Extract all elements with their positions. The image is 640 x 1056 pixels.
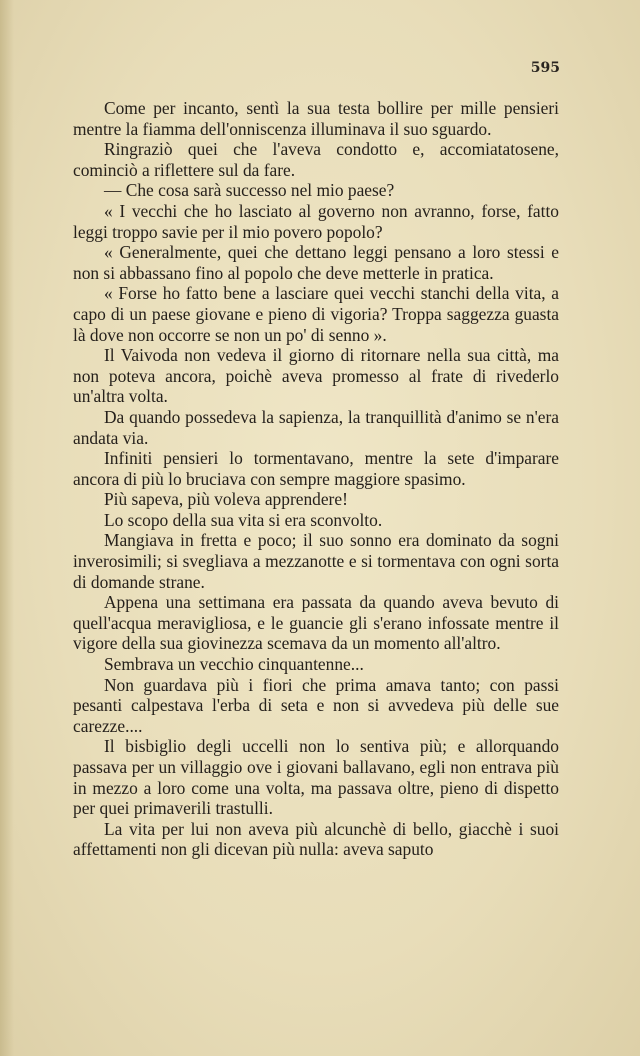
paragraph: Mangiava in fretta e poco; il suo sonno era dominato da sogni inverosimili; si svegliava a mezzanotte e si tormentava con ogni sorta di domande strane. bbox=[73, 530, 559, 592]
paragraph: Infiniti pensieri lo tormentavano, mentre la sete d'imparare ancora di più lo bruciava con sempre maggiore spasimo. bbox=[73, 448, 559, 489]
paragraph: Lo scopo della sua vita si era sconvolto. bbox=[104, 509, 383, 530]
paragraph: Ringraziò quei che l'aveva condotto e, accomiatatosene, cominciò a riflettere sul da fare. bbox=[73, 139, 559, 180]
paragraph: Non guardava più i fiori che prima amava tanto; con passi pesanti calpestava l'erba di seta e non si avvedeva più delle sue carezze.... bbox=[73, 674, 559, 736]
paragraph: Come per incanto, sentì la sua testa bollire per mille pensieri mentre la fiamma dell'onniscenza illuminava il suo sguardo. bbox=[73, 98, 559, 139]
paragraph: Il Vaivoda non vedeva il giorno di ritornare nella sua città, ma non poteva ancora, poichè aveva promesso al frate di rivederlo un'altra volta. bbox=[73, 345, 559, 407]
paragraph: Sembrava un vecchio cinquantenne... bbox=[104, 654, 364, 675]
paragraph: — Che cosa sarà successo nel mio paese? bbox=[104, 180, 395, 201]
paragraph: Da quando possedeva la sapienza, la tranquillità d'animo se n'era andata via. bbox=[73, 406, 559, 448]
paragraph: « Forse ho fatto bene a lasciare quei vecchi stanchi della vita, a capo di un paese giovane e pieno di vigoria? Troppa saggezza guasta là dove non occorre se non un po' di senno ». bbox=[73, 283, 559, 345]
paragraph: « Generalmente, quei che dettano leggi pensano a loro stessi e non si abbassano fino al popolo che deve metterle in pratica. bbox=[73, 242, 559, 283]
page-number: 595 bbox=[530, 60, 560, 76]
paragraph: Appena una settimana era passata da quando aveva bevuto di quell'acqua meravigliosa, e le guancie gli s'erano infossate mentre il vigore della sua giovinezza scemava da un momento all'altro. bbox=[73, 592, 559, 654]
paragraph: La vita per lui non aveva più alcunchè di bello, giacchè i suoi affettamenti non gli dicevan più nulla: aveva saputo bbox=[73, 818, 559, 860]
paragraph: Il bisbiglio degli uccelli non lo sentiva più; e allorquando passava per un villaggio ove i giovani ballavano, egli non entrava più in mezzo a loro come una volta, ma passava oltre, pieno di dispetto per quei primaverili trastulli. bbox=[73, 736, 559, 819]
paragraph: « I vecchi che ho lasciato al governo non avranno, forse, fatto leggi troppo savie per il mio povero popolo? bbox=[73, 200, 559, 242]
body-text bbox=[73, 98, 559, 860]
paragraph: Più sapeva, più voleva apprendere! bbox=[104, 489, 348, 510]
